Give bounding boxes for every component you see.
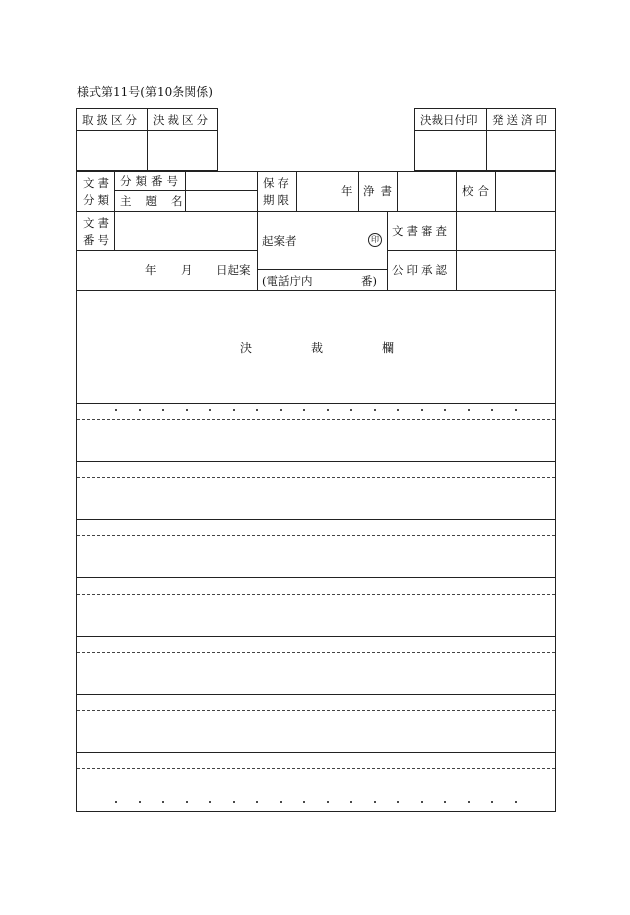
- decision-column-char3: 欄: [382, 341, 395, 355]
- document-class-label-line1: 文書: [83, 176, 112, 190]
- decision-date-stamp-label: 決裁日付印: [420, 113, 478, 127]
- document-number-label-line1: 文書: [83, 216, 112, 230]
- retention-label-line1: 保存: [263, 176, 292, 190]
- fair-copy-label: 浄書: [363, 184, 398, 198]
- main-topic-field[interactable]: [186, 191, 256, 210]
- retention-label-line2: 期限: [263, 193, 292, 207]
- decision-writing-area[interactable]: [77, 404, 555, 811]
- decision-class-label: 決裁区分: [153, 113, 211, 127]
- document-number-label-line2: 番号: [83, 233, 112, 247]
- phone-extension-prefix: (電話庁内: [262, 274, 313, 288]
- draft-date-month-label: 月: [181, 263, 193, 277]
- decision-class-field[interactable]: [148, 131, 217, 170]
- phone-extension-suffix: 番): [361, 274, 377, 288]
- main-topic-label: 主題名: [120, 194, 197, 208]
- document-review-field[interactable]: [457, 212, 555, 249]
- fair-copy-field[interactable]: [398, 172, 455, 210]
- draft-date-year-label: 年: [145, 263, 157, 277]
- decision-column-char1: 決: [240, 341, 253, 355]
- class-number-field[interactable]: [186, 172, 256, 190]
- phone-extension-field[interactable]: [320, 271, 360, 289]
- draft-date-day-label: 日起案: [216, 263, 251, 277]
- year-unit-label: 年: [341, 184, 353, 198]
- draft-date-field[interactable]: [77, 251, 215, 289]
- document-number-field[interactable]: [115, 212, 256, 249]
- drafter-label: 起案者: [262, 234, 297, 248]
- sent-stamp-field[interactable]: [487, 131, 555, 170]
- handling-class-field[interactable]: [77, 131, 146, 170]
- seal-mark: 印: [368, 233, 382, 247]
- official-seal-approval-label: 公印承認: [392, 263, 450, 277]
- handling-class-label: 取扱区分: [82, 113, 140, 127]
- class-number-label: 分類番号: [120, 174, 182, 188]
- decision-date-stamp-field[interactable]: [415, 131, 485, 170]
- form-title: 様式第11号(第10条関係): [77, 85, 213, 99]
- proofread-field[interactable]: [496, 172, 555, 210]
- sent-stamp-label: 発送済印: [492, 113, 550, 127]
- decision-column-char2: 裁: [311, 341, 324, 355]
- document-class-label-line2: 分類: [83, 193, 112, 207]
- official-seal-approval-field[interactable]: [457, 251, 555, 289]
- proofread-label: 校合: [462, 184, 493, 198]
- document-review-label: 文書審査: [392, 224, 450, 238]
